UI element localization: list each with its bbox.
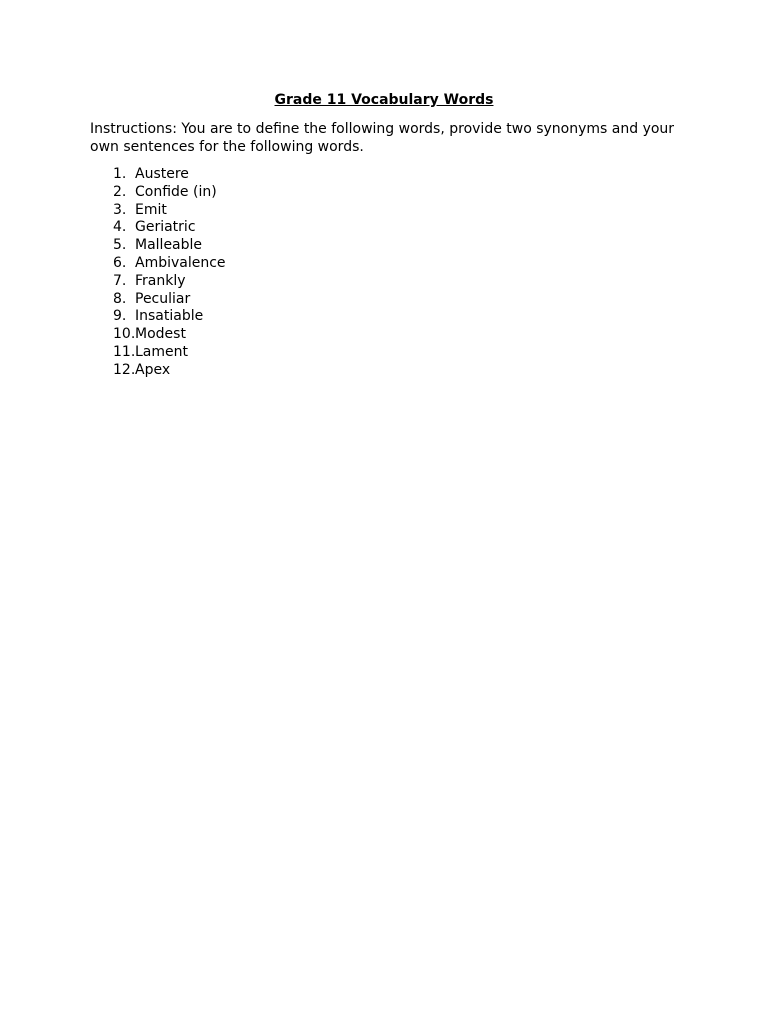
list-item [113, 291, 226, 309]
list-item [113, 308, 226, 326]
vocabulary-word: Emit [135, 201, 167, 218]
list-number: 1. [113, 166, 127, 182]
vocabulary-word: Ambivalence [135, 254, 226, 271]
vocabulary-word: Austere [135, 166, 189, 182]
list-number: 6. [113, 254, 127, 271]
vocabulary-word: Peculiar [135, 290, 191, 307]
vocabulary-word: Apex [135, 361, 171, 378]
vocabulary-word: Confide (in) [135, 183, 217, 200]
list-item [113, 202, 226, 220]
list-item [113, 166, 226, 184]
list-number: 7. [113, 272, 127, 289]
vocabulary-word: Frankly [135, 272, 186, 289]
list-number: 12. [113, 361, 136, 378]
list-number: 5. [113, 237, 127, 254]
list-number: 11. [113, 343, 136, 360]
list-number: 10. [113, 326, 136, 343]
list-item [113, 344, 226, 362]
page-title: Grade 11 Vocabulary Words [274, 92, 494, 108]
list-item [113, 184, 226, 202]
vocabulary-word: Modest [135, 326, 186, 343]
list-number: 2. [113, 183, 127, 200]
list-item [113, 362, 226, 380]
vocabulary-word: Malleable [135, 237, 203, 254]
instructions-text: Instructions: You are to define the following words, provide two synonyms and your own sentences for the following words. [90, 121, 675, 155]
list-item [113, 273, 226, 291]
vocabulary-word: Geriatric [135, 219, 196, 236]
list-item [113, 326, 226, 344]
list-number: 8. [113, 290, 127, 307]
list-item [113, 255, 226, 273]
list-number: 9. [113, 308, 127, 325]
vocabulary-list [113, 166, 226, 380]
list-number: 4. [113, 219, 127, 236]
vocabulary-word: Lament [135, 343, 188, 360]
list-number: 3. [113, 201, 127, 218]
list-item [113, 219, 226, 237]
vocabulary-word: Insatiable [135, 308, 204, 325]
list-item [113, 237, 226, 255]
